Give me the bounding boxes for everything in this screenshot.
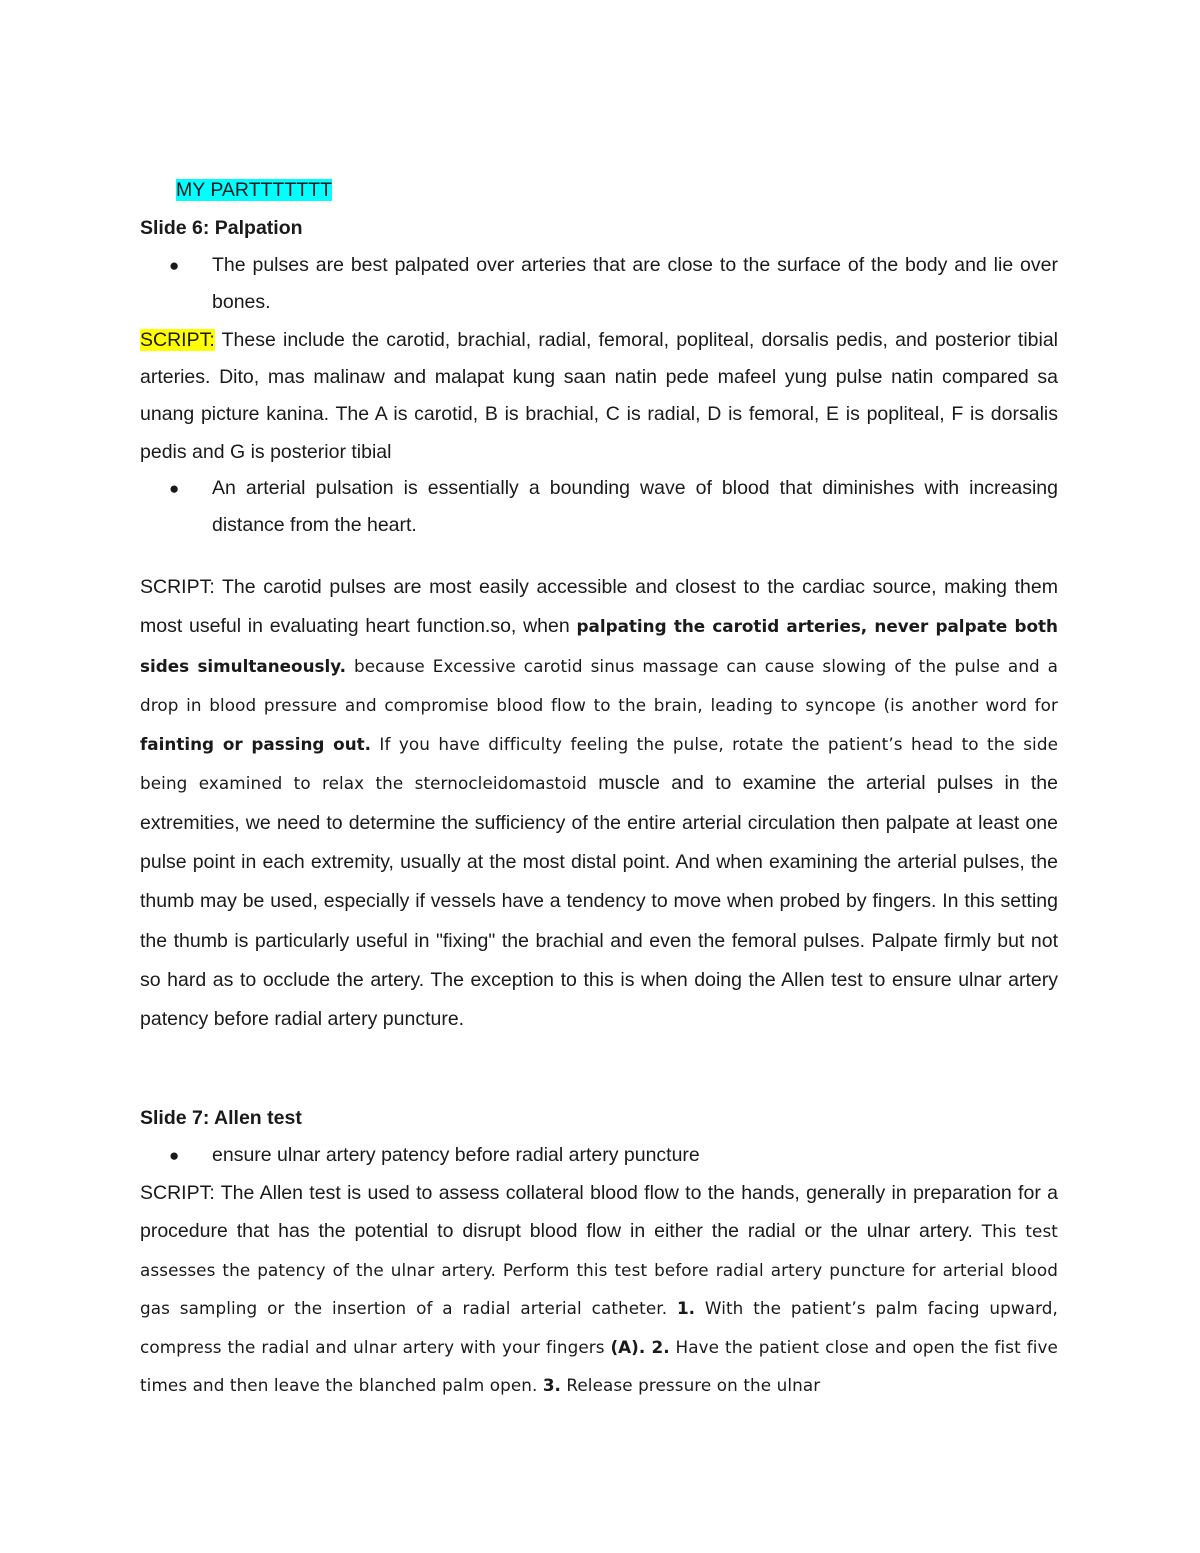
- step1-ref: (A).: [610, 1336, 646, 1357]
- slide6-bullet-1: [169, 247, 1058, 321]
- script2-part-d: fainting or passing out.: [140, 734, 372, 755]
- my-part-highlight: MY PARTTTTTTT: [176, 179, 332, 201]
- my-part-label: [176, 178, 1094, 202]
- step3-number: 3.: [542, 1375, 561, 1396]
- script2-part-e: If you have difficulty feeling the pulse, rotate the patient’s head to the side being examined to relax the sternocleidomastoid: [140, 734, 1058, 794]
- script2-part-a: SCRIPT: The carotid pulses are most easily accessible and closest to the cardiac source, making them most useful in evaluating heart function.so, when: [140, 576, 1058, 638]
- step3-text: Release pressure on the ulnar: [560, 1375, 821, 1396]
- slide6-script-1: [140, 322, 1058, 471]
- bullet-icon: ●: [169, 479, 180, 498]
- step2-number: 2.: [645, 1336, 670, 1357]
- bullet-icon: ●: [169, 256, 180, 275]
- bullet-text: An arterial pulsation is essentially a bounding wave of blood that diminishes with increasing distance from the heart.: [212, 477, 1058, 536]
- slide7-script-b: This test assesses the patency of the ulnar artery. Perform this test before radial artery puncture for arterial blood gas sampling or the insertion of a radial arterial catheter.: [140, 1221, 1058, 1319]
- slide6-bullet-2: [169, 470, 1058, 544]
- bullet-icon: ●: [169, 1146, 180, 1165]
- step1-number: 1.: [677, 1298, 696, 1319]
- script-text: These include the carotid, brachial, radial, femoral, popliteal, dorsalis pedis, and posterior tibial arteries. Dito, mas malinaw and malapat kung saan natin pede mafeel yung pulse natin compared sa unang picture kanina. The A is carotid, B is brachial, C is radial, D is femoral, E is popliteal, F is dorsalis pedis and G is posterior tibial: [140, 329, 1058, 463]
- bullet-text: The pulses are best palpated over arteries that are close to the surface of the body and lie over bones.: [212, 254, 1058, 313]
- slide7-heading: Slide 7: Allen test: [140, 1107, 302, 1129]
- slide6-heading: Slide 6: Palpation: [140, 217, 303, 239]
- script2-part-c: because Excessive carotid sinus massage can cause slowing of the pulse and a drop in blood pressure and compromise blood flow to the brain, leading to syncope (is another word for: [140, 655, 1058, 715]
- bullet-text: ensure ulnar artery patency before radial artery puncture: [212, 1144, 700, 1166]
- slide6-script-2: [140, 568, 1058, 1040]
- script2-part-f: muscle and to examine the arterial pulses in the extremities, we need to determine the sufficiency of the entire arterial circulation then palpate at least one pulse point in each extremity, usually at the most distal point. And when examining the arterial pulses, the thumb may be used, especially if vessels have a tendency to move when probed by fingers. In this setting the thumb is particularly useful in "fixing" the brachial and even the femoral pulses. Palpate firmly but not so hard as to occlude the artery. The exception to this is when doing the Allen test to ensure ulnar artery patency before radial artery puncture.: [140, 772, 1058, 1031]
- step2-text: Have the patient close and open the fist five times and then leave the blanched palm open.: [140, 1336, 1058, 1396]
- slide7-script: [140, 1174, 1058, 1404]
- step1-text: With the patient’s palm facing upward, compress the radial and ulnar artery with your fingers: [140, 1298, 1058, 1357]
- script2-part-b: palpating the carotid arteries, never palpate both sides simultaneously.: [140, 616, 1058, 676]
- slide7-bullet-1: [169, 1137, 1058, 1174]
- slide7-script-a: SCRIPT: The Allen test is used to assess collateral blood flow to the hands, generally in preparation for a procedure that has the potential to disrupt blood flow in either the radial or the ulnar artery.: [140, 1182, 1058, 1243]
- script-label-highlight: SCRIPT:: [140, 329, 215, 351]
